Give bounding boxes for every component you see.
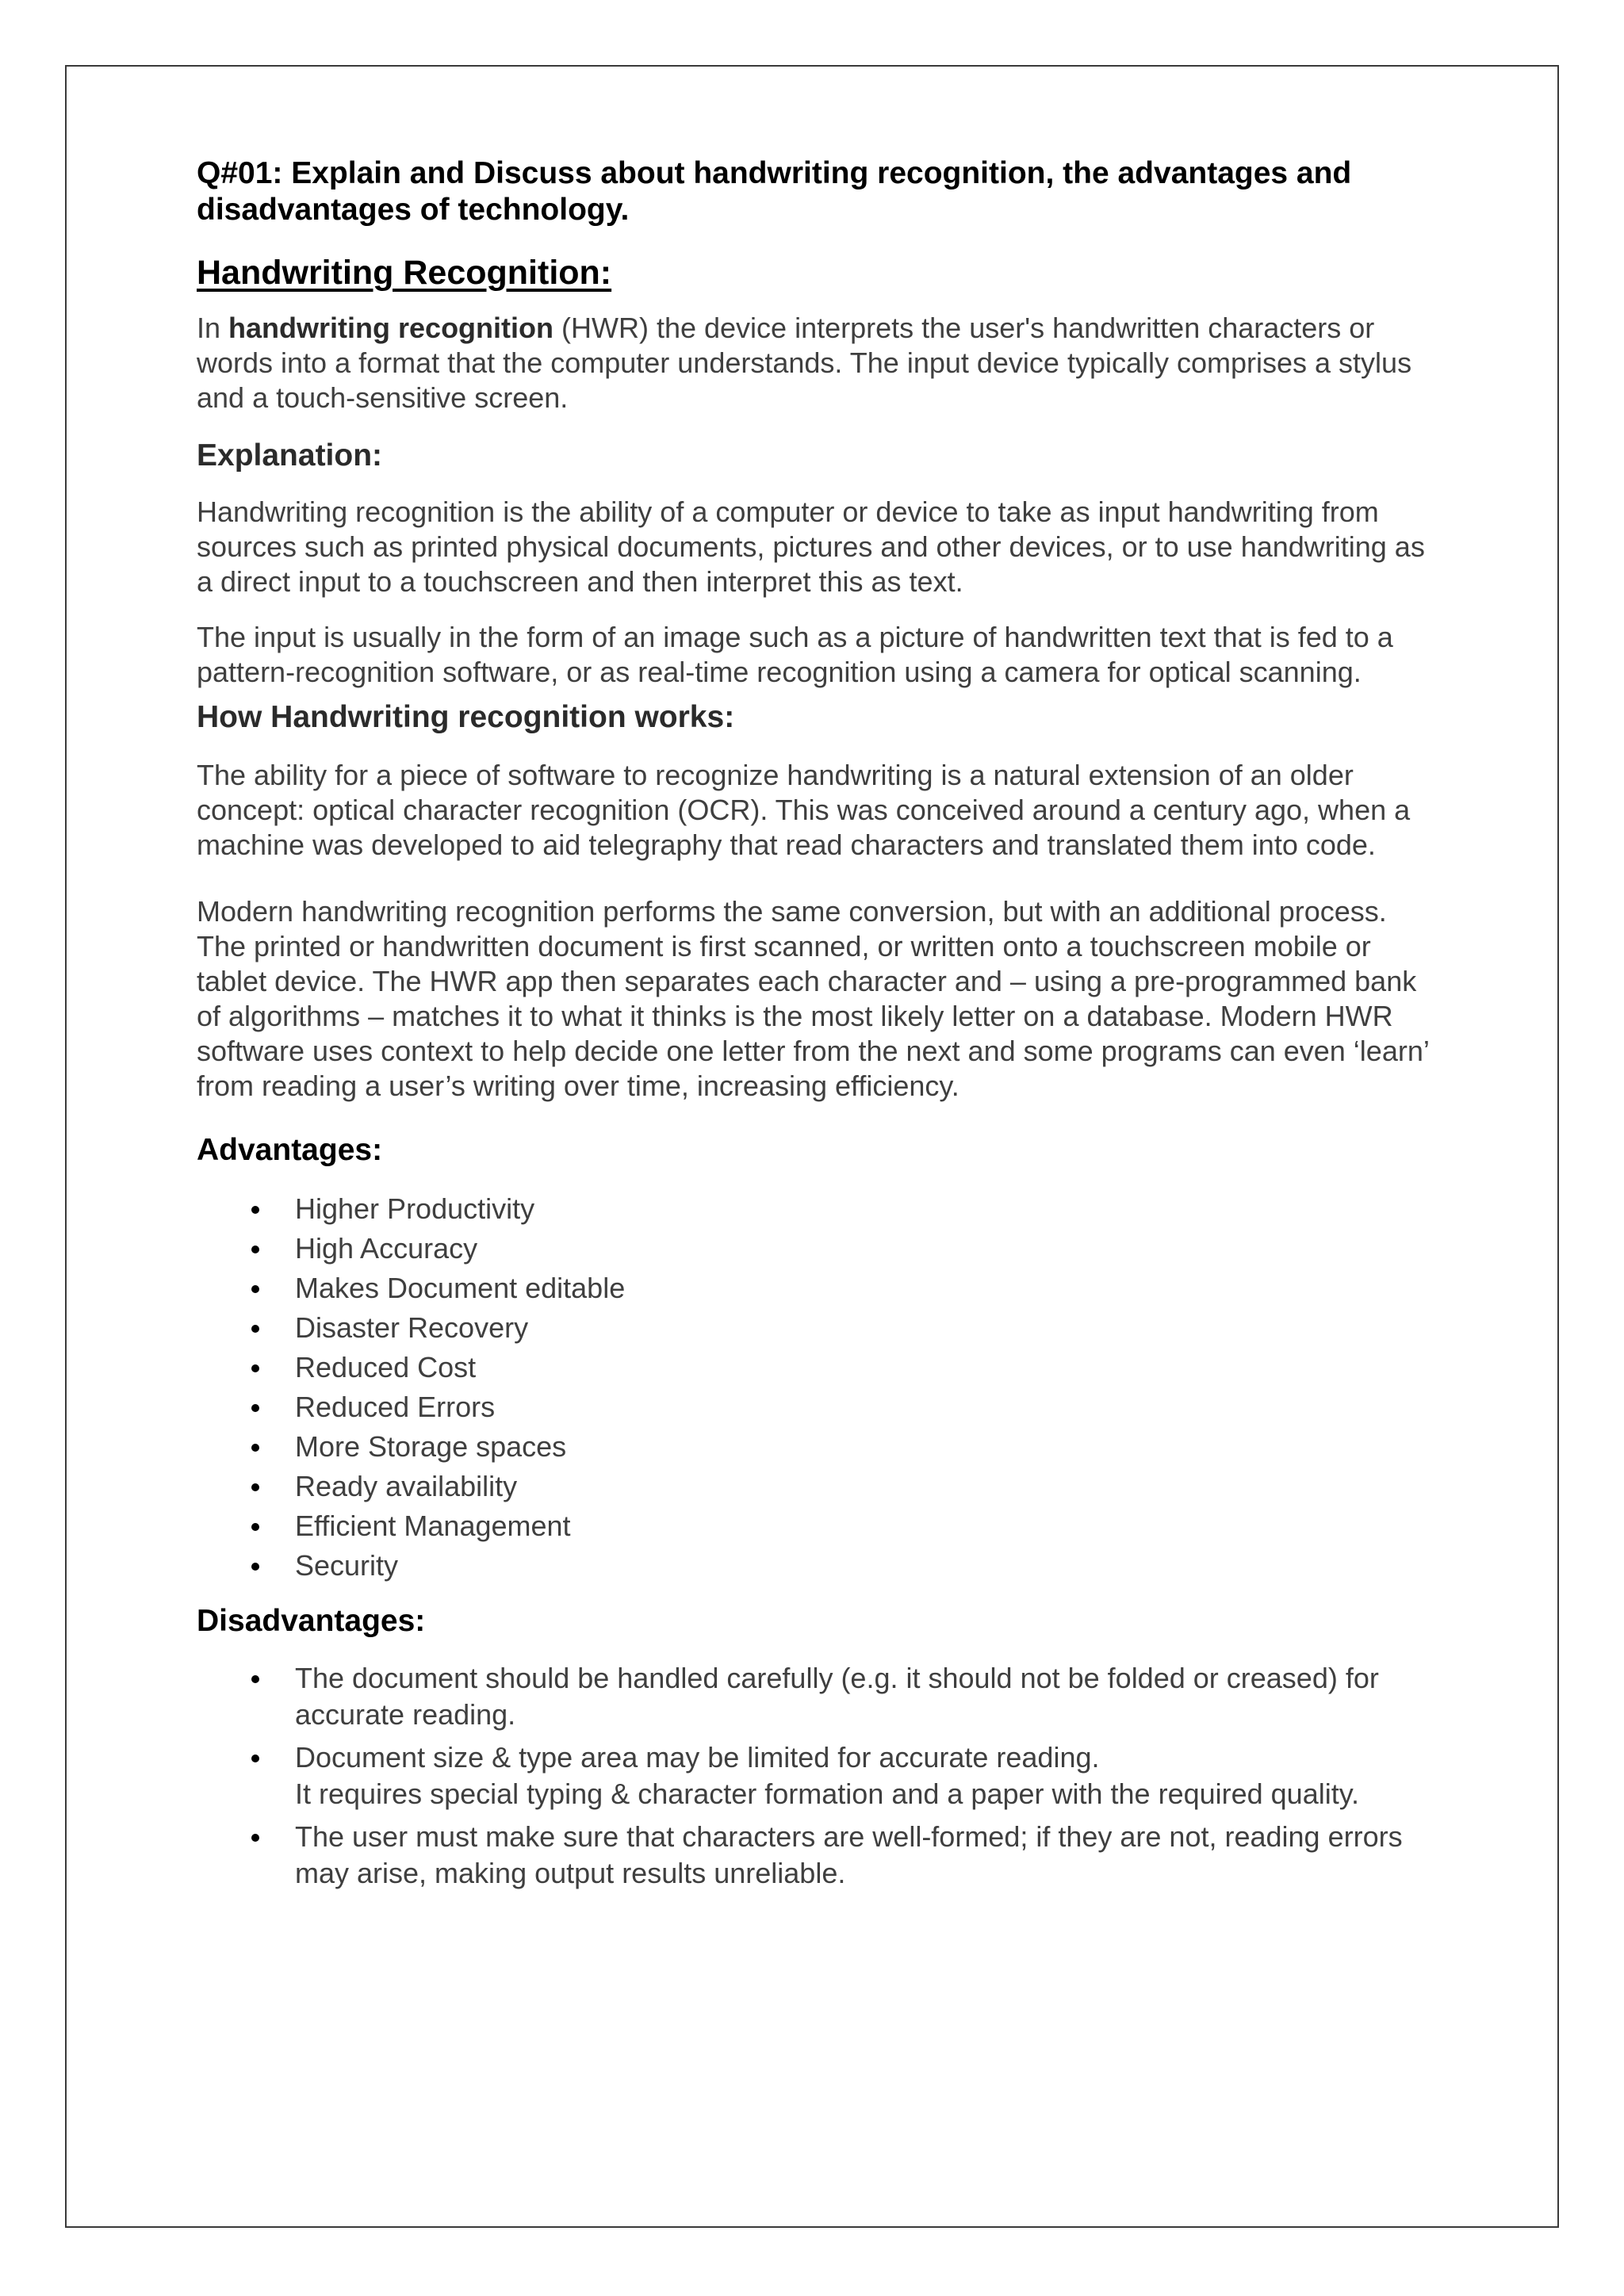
list-item-text: The user must make sure that characters are well-formed; if they are not, reading errors may arise, making output results unreliable.: [295, 1820, 1403, 1889]
list-item-text: Disaster Recovery: [295, 1311, 529, 1344]
intro-paragraph: [197, 311, 1442, 415]
list-item-text: Makes Document editable: [295, 1272, 626, 1304]
list-item-text: High Accuracy: [295, 1232, 478, 1265]
bullet-icon: [251, 1206, 259, 1214]
how-it-works-paragraph: Modern handwriting recognition performs the same conversion, but with an additional process. The printed or handwritten document is first scanned, or written onto a touchscreen mobile or tablet device. The HWR app then separates each character and – using a pre-programmed bank of algorithms – matches it to what it thinks is the most likely letter on a database. Modern HWR software uses context to help decide one letter from the next and some programs can even ‘learn’ from reading a user’s writing over time, increasing efficiency.: [197, 895, 1429, 1102]
list-item: [197, 1819, 1442, 1892]
bullet-icon: [251, 1483, 259, 1491]
disadvantages-list: [197, 1660, 1442, 1892]
intro-rest: (HWR) the device interprets the user's handwritten characters or words into a format that the computer understands. The input device typically comprises a stylus and a touch-sensitive screen.: [197, 312, 1412, 414]
explanation-heading: Explanation:: [197, 438, 383, 473]
list-item: [197, 1660, 1442, 1733]
bullet-icon: [251, 1364, 259, 1372]
intro-prefix: In: [197, 312, 229, 344]
list-item-text: The document should be handled carefully (e.g. it should not be folded or creased) for accurate reading.: [295, 1662, 1379, 1731]
bullet-icon: [251, 1563, 259, 1571]
bullet-icon: [251, 1325, 259, 1333]
list-item: [197, 1229, 1442, 1269]
list-item: [197, 1308, 1442, 1348]
list-item: [197, 1506, 1442, 1546]
bullet-icon: [251, 1444, 259, 1452]
bullet-icon: [251, 1246, 259, 1253]
list-item-text: Efficient Management: [295, 1510, 571, 1542]
disadvantages-heading: Disadvantages:: [197, 1604, 426, 1638]
list-item: [197, 1546, 1442, 1586]
list-item-text: Document size & type area may be limited for accurate reading.: [295, 1741, 1100, 1774]
list-item: [197, 1387, 1442, 1427]
list-item: [197, 1739, 1442, 1812]
list-item: [197, 1467, 1442, 1506]
question-heading: Q#01: Explain and Discuss about handwriting recognition, the advantages and disadvantages of technology.: [197, 156, 1352, 227]
list-item-text: Reduced Cost: [295, 1351, 477, 1383]
bullet-icon: [251, 1675, 259, 1683]
list-item: [197, 1427, 1442, 1467]
bullet-icon: [251, 1834, 259, 1842]
list-item-text: Security: [295, 1549, 399, 1582]
how-it-works-heading: How Handwriting recognition works:: [197, 700, 735, 734]
list-item: [197, 1348, 1442, 1387]
explanation-paragraph: Handwriting recognition is the ability of a computer or device to take as input handwriting from sources such as printed physical documents, pictures and other devices, or to use handwriting as a direct input to a touchscreen and then interpret this as text.: [197, 496, 1425, 598]
advantages-list: [197, 1189, 1442, 1586]
bullet-icon: [251, 1404, 259, 1412]
list-item: [197, 1269, 1442, 1308]
how-it-works-paragraph: The ability for a piece of software to recognize handwriting is a natural extension of an older concept: optical character recognition (OCR). This was conceived around a century ago, when a machine was developed to aid telegraphy that read characters and translated them into code.: [197, 759, 1411, 861]
explanation-paragraph: The input is usually in the form of an image such as a picture of handwritten text that is fed to a pattern-recognition software, or as real-time recognition using a camera for optical scanning.: [197, 621, 1393, 688]
intro-bold-term: handwriting recognition: [228, 312, 554, 344]
list-item-text: Reduced Errors: [295, 1391, 496, 1423]
list-item-text: More Storage spaces: [295, 1430, 567, 1463]
list-item-text: Higher Productivity: [295, 1192, 535, 1225]
list-item-text: Ready availability: [295, 1470, 518, 1502]
advantages-heading: Advantages:: [197, 1133, 383, 1167]
bullet-icon: [251, 1755, 259, 1762]
bullet-icon: [251, 1523, 259, 1531]
list-item: [197, 1189, 1442, 1229]
bullet-icon: [251, 1285, 259, 1293]
main-heading: Handwriting Recognition:: [197, 254, 612, 292]
document-body: [197, 155, 1442, 1898]
list-item-continuation: It requires special typing & character formation and a paper with the required quality.: [295, 1777, 1360, 1810]
